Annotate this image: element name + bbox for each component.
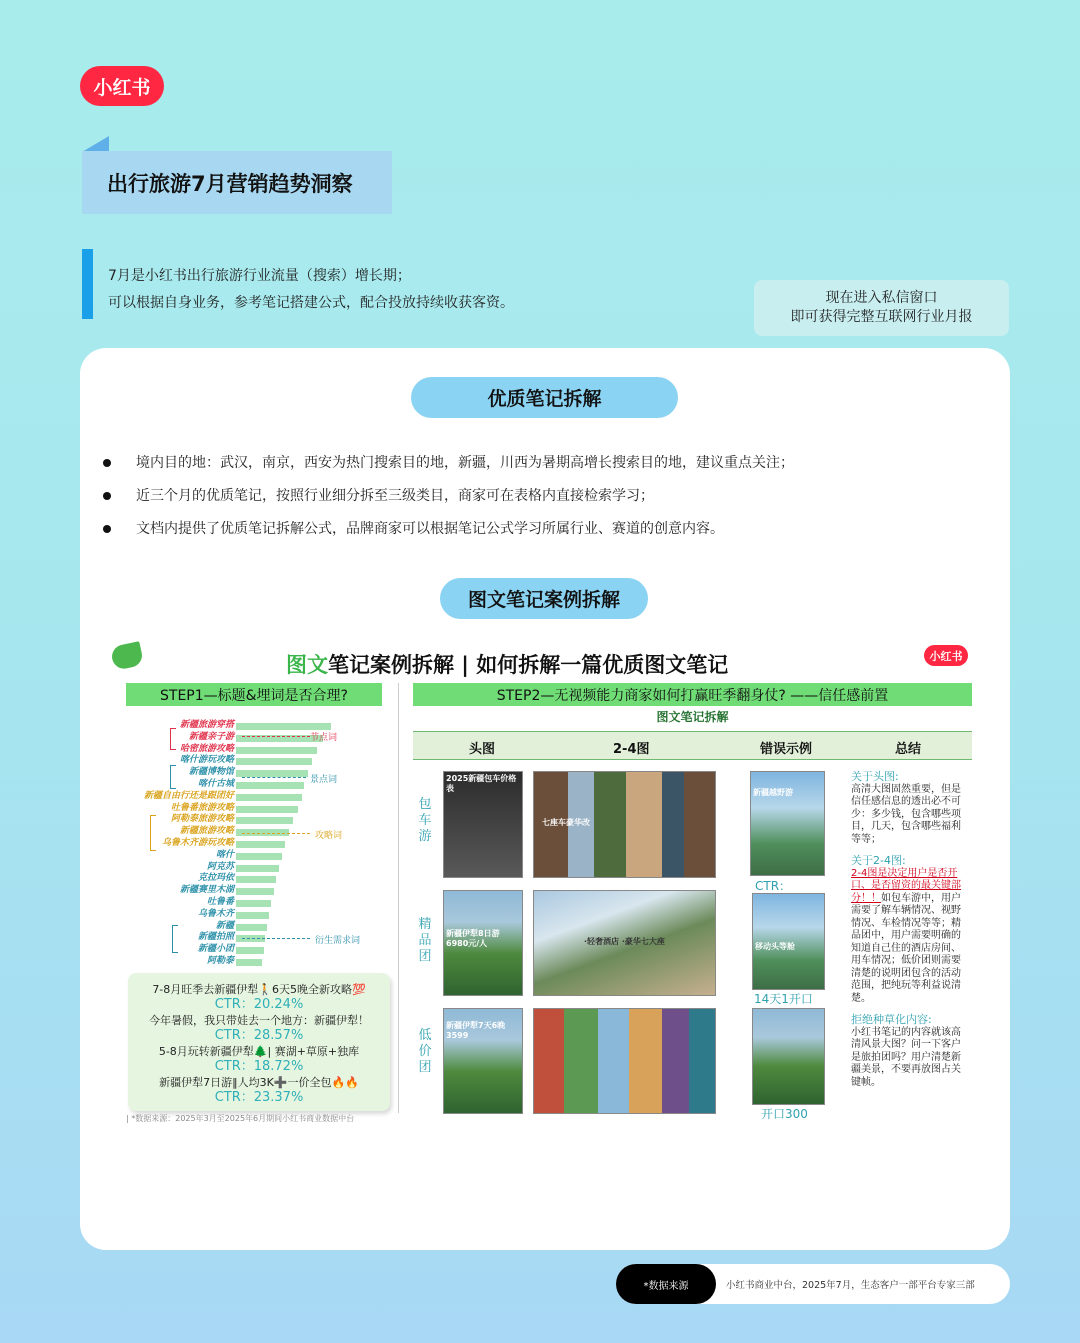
intro-accent-bar [82,249,93,319]
case-title-green: 图文 [286,653,328,677]
keyword-label: 克拉玛依 [197,873,234,884]
keyword-bar [236,794,302,801]
ctr-example-value: CTR：23.37% [214,1090,304,1105]
chart-data-source: | *数据来源：2025年3月至2025年6月期间小红书商业数据中台 [126,1114,355,1123]
footer-text: 小红书商业中台，2025年7月，生态客户一部平台专家三部 [726,1280,975,1291]
keyword-row [120,791,360,803]
tag-scenic: 景点词 [310,775,338,785]
error-example-image [752,893,825,990]
keyword-bar [236,924,267,931]
column-header-images: 2-4图 [613,742,650,757]
keyword-bar [236,900,271,907]
intro-text [108,263,514,317]
keyword-bar [236,841,285,848]
keyword-label: 乌鲁木齐游玩攻略 [161,838,234,848]
line-scenic [242,777,306,778]
summary-key-point: 2-4图是决定用户是否开口、是否留资的最关键部分！！ [851,867,961,904]
case-title-rest: 笔记案例拆解 | 如何拆解一篇优质图文笔记 [328,653,729,677]
line-derived [242,938,310,939]
section-title-quality-notes: 优质笔记拆解 [411,377,678,418]
summary-detail: 如包车游中，用户需要了解车辆情况、视野情况、车检情况等等；精品团中，用户需要明确的知道自己住的酒店房间、用车情况；低价团则需要清楚的说明团包含的活动范围，把纯玩等利益说清楚。 [851,892,961,1004]
xiaohongshu-mini-logo: 小红书 [924,645,968,666]
error-example-label: 开口300 [761,1107,808,1121]
keyword-bar [236,876,276,883]
keyword-label: 新疆赛里木湖 [179,885,234,896]
step1-banner: STEP1—标题&埋词是否合理? [126,683,382,706]
table-header [413,731,972,760]
page-title: 出行旅游7月营销趋势洞察 [82,151,392,214]
bullet-item: 境内目的地：武汉，南京，西安为热门搜索目的地，新疆，川西为暑期高增长搜索目的地，建议重点关注； [103,451,794,484]
keyword-bar [236,723,331,730]
keyword-row [120,956,360,968]
keyword-bar [236,865,279,872]
summary-text: 高清大图固然重要，但是信任感信息的透出必不可少：多少钱，包含哪些项目，几天，包含哪些福利等等； [851,783,961,845]
intro-line-2: 可以根据自身业务，参考笔记搭建公式，配合投放持续收获客资。 [108,295,514,311]
row-label-premium: 精品团 [418,917,432,964]
keyword-label: 新疆旅游穿搭 [179,720,234,730]
summary-column [851,771,969,1089]
ctr-example-value: CTR：18.72% [214,1059,304,1074]
cover-text: 新疆伊犁7天6晚 3599 [446,1021,506,1040]
keyword-row [120,885,360,897]
title-tab-decoration [82,136,109,152]
ctr-example-title: 新疆伊犁7日游‖人均3K➕一价全包🔥🔥 [159,1076,359,1089]
cta-line-1: 现在进入私信窗口 [825,290,938,306]
keyword-bar [236,782,304,789]
summary-heading: 拒绝种草化内容: [851,1013,932,1026]
keyword-label: 喀什古城 [197,779,234,789]
keyword-label: 新疆博物馆 [188,767,234,778]
keyword-label: 哈密旅游攻略 [179,743,234,754]
keyword-label: 新疆拍照 [197,932,234,943]
cover-image-charter [443,771,523,878]
error-example-image [752,1008,825,1105]
bracket-festival [170,728,176,750]
keyword-row [120,755,360,767]
keyword-row [120,873,360,885]
keyword-label: 阿勒泰 [206,956,234,966]
bracket-derived [172,925,178,953]
ctr-examples-box [128,973,390,1111]
ctr-example-title: 7-8月旺季去新疆伊犁🚶6天5晚全新攻略💯 [152,983,366,996]
tag-derived: 衍生需求词 [315,936,361,946]
error-example-label: 14天1开口 [754,992,813,1006]
keyword-label: 乌鲁木齐 [197,908,234,919]
summary-text [851,868,969,1006]
ctr-example-title: 今年暑假，我只带娃去一个地方：新疆伊犁！ [149,1014,369,1027]
keyword-row [120,850,360,862]
keyword-bar [236,947,264,954]
keyword-bar [236,853,282,860]
cover-text: 2025新疆包车价格表 [446,774,517,793]
intro-line-1: 7月是小红书出行旅游行业流量（搜索）增长期； [108,268,411,284]
note-breakdown-subhead: 图文笔记拆解 [656,710,729,724]
keyword-label: 阿克苏 [206,861,234,872]
keyword-bar [236,806,298,813]
keyword-label: 新疆亲子游 [188,731,234,742]
keyword-row [120,921,360,933]
footer-label: *数据来源 [616,1264,716,1304]
keyword-row [120,814,360,826]
bracket-scenic [170,765,176,789]
tag-festival: 节点词 [310,733,338,743]
keyword-bar [236,817,293,824]
step2-banner: STEP2—无视频能力商家如何打赢旺季翻身仗? ——信任感前置 [413,683,972,706]
ctr-example-value: CTR：28.57% [214,1028,304,1043]
summary-text: 小红书笔记的内容就该高清风景大图？问一下客户是旅拍团吗？用户清楚新疆美景，不要再放图占关键帧。 [851,1026,961,1088]
summary-heading: 关于2-4图: [851,854,906,867]
xiaohongshu-logo: 小红书 [80,66,164,106]
tag-guide: 攻略词 [315,831,343,841]
keyword-bar [236,912,269,919]
error-thumb-text: 新疆越野游 [753,788,793,797]
keyword-chart [120,720,360,970]
keyword-label: 喀什 [215,849,234,860]
collage-image-premium [533,890,716,996]
keyword-label: 吐鲁番 [206,897,234,907]
keyword-row [120,744,360,756]
keyword-row [120,862,360,874]
data-source-footer [616,1264,1010,1304]
collage-image-charter [533,771,716,878]
ctr-example-title: 5-8月玩转新疆伊犁🌲| 赛湖+草原+独库 [158,1045,360,1058]
keyword-bar [236,888,274,895]
collage-image-budget [533,1008,716,1114]
error-example-image [750,771,825,876]
keyword-label: 阿勒泰旅游攻略 [170,814,234,825]
collage-text: ·轻奢酒店 ·豪华七大座 [584,937,665,946]
collage-text: 七座车豪华改 [542,818,590,827]
keyword-bar [236,758,312,765]
column-header-summary: 总结 [895,742,922,757]
error-thumb-text: 移动头等舱 [755,942,795,951]
keyword-row [120,803,360,815]
row-label-budget: 低价团 [418,1028,432,1075]
row-label-charter: 包车游 [418,797,432,844]
keyword-label: 新疆自由行还是跟团好 [143,790,234,801]
keyword-bar [236,959,262,966]
column-header-cover: 头图 [469,742,496,757]
column-header-bad-example: 错误示例 [760,742,813,757]
bullet-list [103,451,794,550]
column-divider [398,683,399,1113]
keyword-label: 喀什游玩攻略 [179,755,234,766]
section-title-case-study: 图文笔记案例拆解 [440,578,648,619]
line-festival [242,736,310,737]
private-message-cta[interactable] [754,280,1009,336]
keyword-bar [236,747,317,754]
keyword-row [120,897,360,909]
keyword-label: 吐鲁番旅游攻略 [170,802,234,813]
keyword-label: 新疆小团 [197,944,234,955]
case-title [286,649,728,679]
bracket-guide [150,815,156,851]
keyword-label: 新疆旅游攻略 [179,826,234,837]
bullet-item: 文档内提供了优质笔记拆解公式，品牌商家可以根据笔记公式学习所属行业、赛道的创意内容。 [103,517,794,550]
ctr-example-value: CTR：20.24% [214,997,304,1012]
cover-text: 新疆伊犁8日游 6980元/人 [446,929,500,948]
keyword-row [120,909,360,921]
error-example-label: CTR： [755,879,792,893]
bullet-item: 近三个月的优质笔记，按照行业细分拆至三级类目，商家可在表格内直接检索学习； [103,484,794,517]
keyword-label: 新疆 [215,920,234,931]
cta-line-2: 即可获得完整互联网行业月报 [790,309,973,325]
summary-heading: 关于头图: [851,770,899,783]
line-guide [242,833,310,834]
cover-image-premium [443,890,523,996]
cover-image-budget [443,1008,523,1114]
